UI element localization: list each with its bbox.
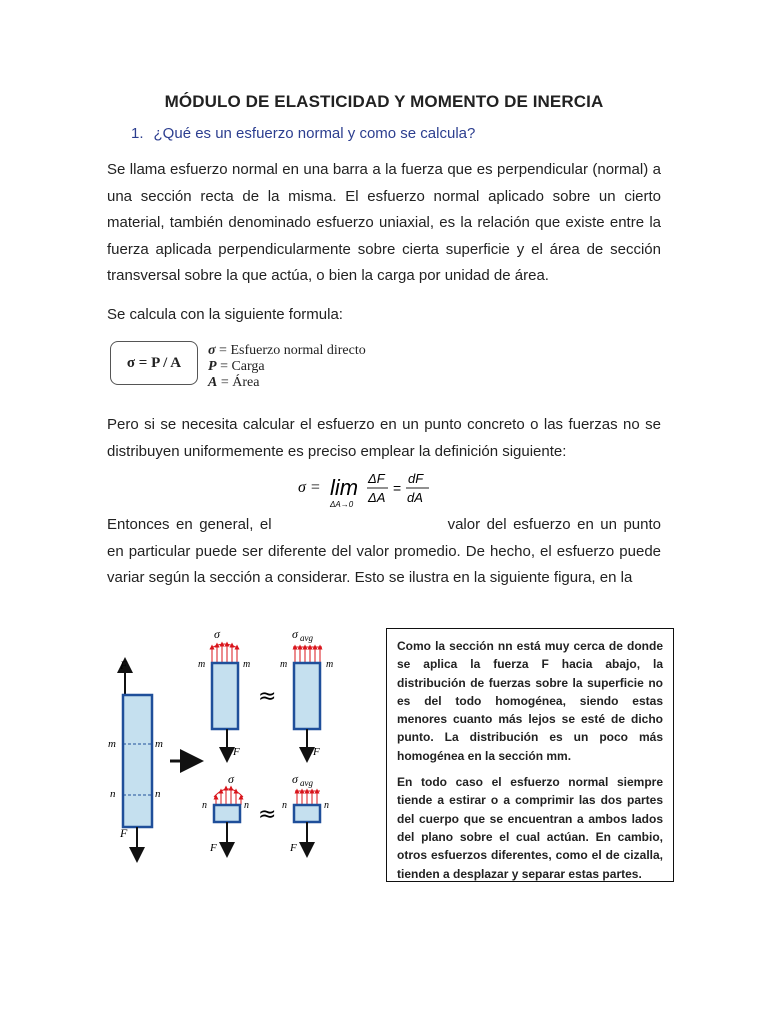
force-bottom-label: F (120, 826, 128, 840)
force-top-label: F (120, 658, 128, 672)
nn-section-nonuniform (202, 772, 249, 854)
page-title: MÓDULO DE ELASTICIDAD Y MOMENTO DE INERCIA (164, 92, 604, 111)
svg-text:σ: σ (292, 627, 298, 641)
svg-text:m: m (280, 659, 288, 670)
explanation-note-box (386, 628, 674, 882)
svg-text:n: n (202, 800, 207, 811)
approx-bottom: ≈ (258, 802, 277, 827)
limit-num2: dF (408, 471, 424, 486)
question-text: ¿Qué es un esfuerzo normal y como se calcula? (153, 125, 476, 142)
n-left-label: n (110, 788, 116, 800)
svg-text:m: m (198, 659, 206, 670)
svg-text:F: F (210, 842, 217, 854)
paragraph-definition: Se llama esfuerzo normal en una barra a la fuerza que es perpendicular (normal) a una sección recta de la misma. El esfuerzo normal aplicado sobre un cierto material, también denominado esfuerzo uniaxial, es la relación que existe entre la fuerza aplicada perpendicularmente sobre cierta superficie y el área de sección transversal sobre la que actúa, o bien la carga por unidad de área. (107, 161, 661, 284)
svg-text:F: F (290, 842, 297, 854)
paragraph-formula-intro: Se calcula con la siguiente formula: (107, 306, 343, 323)
paragraph-general-rest: valor del esfuerzo en un punto en particular puede ser diferente del valor promedio. De hecho, el esfuerzo puede variar según la sección a considerar. Esto se ilustra en la siguiente figura, en la (107, 516, 661, 586)
svg-text:m: m (326, 659, 334, 670)
limit-lhs: σ = (298, 479, 321, 496)
m-left-label: m (108, 738, 116, 750)
question-number: 1. (131, 125, 144, 142)
formula-legend (208, 343, 366, 391)
note-paragraph-2: En todo caso el esfuerzo normal siempre tiende a estirar o a comprimir las dos partes del cuerpo que se encuentran a ambos lados del plano sobre el cual actúan. En cambio, otros esfuerzos diferentes, como el de cizalla, tienden a desplazar y separar estas partes. (397, 775, 663, 881)
paragraph-general (107, 512, 661, 592)
svg-text:F: F (313, 746, 320, 758)
limit-den1: ΔA (368, 490, 386, 505)
mm-section-average (280, 627, 333, 758)
mm-section-nonuniform (198, 627, 250, 758)
stress-figure (100, 625, 370, 865)
svg-text:m: m (243, 659, 251, 670)
limit-eq: = (393, 480, 402, 496)
limit-lim: lim (330, 475, 359, 500)
note-paragraph-1: Como la sección nn está muy cerca de donde se aplica la fuerza F hacia abajo, la distribución de fuerzas sobre la superficie no es del todo homogénea, siendo estas menores cuanto más lejos se esté de dicho punto. La distribución es un poco más homogénea en la sección mm. (397, 639, 663, 763)
svg-text:avg: avg (300, 778, 313, 788)
svg-text:avg: avg (300, 633, 313, 643)
svg-text:σ: σ (228, 772, 234, 786)
full-bar-diagram (108, 658, 163, 855)
m-right-label: m (155, 738, 163, 750)
limit-formula (296, 468, 446, 510)
nn-section-average (282, 772, 329, 854)
full-bar (123, 695, 152, 827)
limit-sub: ΔA→0 (330, 500, 354, 509)
legend-row-p: P = Carga (208, 359, 265, 374)
sigma-label-1: σ (214, 627, 220, 641)
svg-text:n: n (282, 800, 287, 811)
approx-top: ≈ (258, 684, 277, 709)
n-right-label: n (155, 788, 161, 800)
formula-box: σ = P / A (110, 341, 198, 385)
paragraph-point-stress: Pero si se necesita calcular el esfuerzo en un punto concreto o las fuerzas no se distribuyen uniformemente es preciso emplear la definición siguiente: (107, 416, 661, 460)
question-heading (131, 125, 475, 142)
legend-row-sigma: σ = Esfuerzo normal directo (208, 343, 366, 358)
legend-row-a: A = Área (208, 375, 260, 390)
svg-text:σ: σ (292, 772, 298, 786)
svg-text:F: F (233, 746, 240, 758)
svg-text:n: n (244, 800, 249, 811)
limit-den2: dA (407, 490, 423, 505)
limit-num1: ΔF (368, 471, 385, 486)
svg-text:n: n (324, 800, 329, 811)
paragraph-general-start: Entonces en general, el (107, 516, 272, 533)
